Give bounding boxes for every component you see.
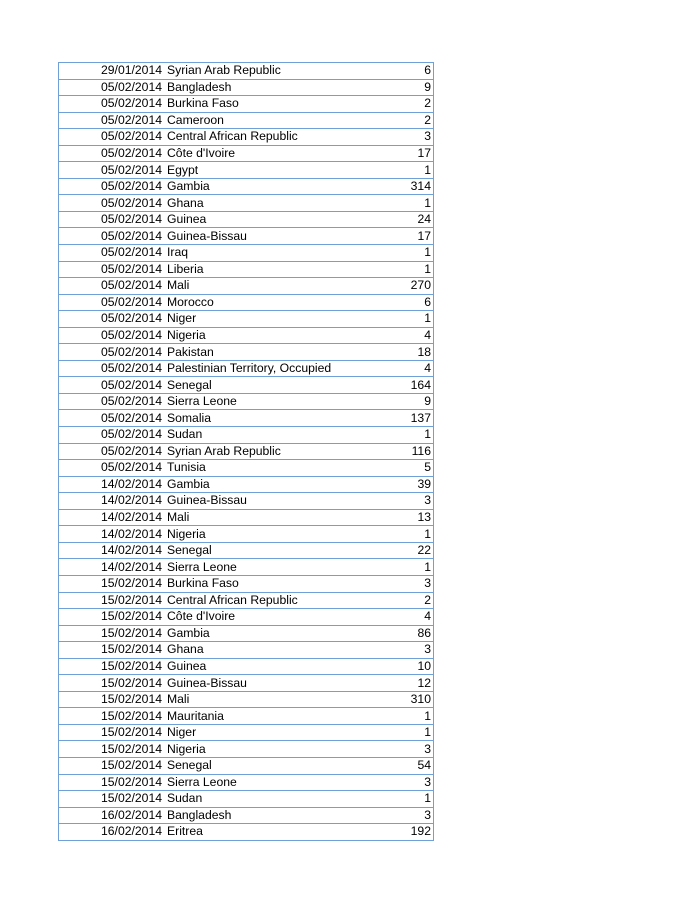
table-row <box>59 112 434 129</box>
date-cell: 05/02/2014 <box>59 344 166 361</box>
count-cell: 17 <box>382 145 434 162</box>
country-cell: Gambia <box>165 476 382 493</box>
table-row <box>59 526 434 543</box>
table-row <box>59 476 434 493</box>
date-cell: 05/02/2014 <box>59 327 166 344</box>
country-cell: Palestinian Territory, Occupied <box>165 360 382 377</box>
count-cell: 3 <box>382 741 434 758</box>
country-cell: Bangladesh <box>165 79 382 96</box>
date-cell: 05/02/2014 <box>59 393 166 410</box>
table-row <box>59 575 434 592</box>
count-cell: 4 <box>382 609 434 626</box>
data-table-body <box>59 63 434 841</box>
country-cell: Mauritania <box>165 708 382 725</box>
country-cell: Central African Republic <box>165 592 382 609</box>
count-cell: 3 <box>382 493 434 510</box>
country-cell: Sierra Leone <box>165 559 382 576</box>
table-row <box>59 741 434 758</box>
country-cell: Sierra Leone <box>165 774 382 791</box>
date-cell: 05/02/2014 <box>59 211 166 228</box>
count-cell: 12 <box>382 675 434 692</box>
count-cell: 270 <box>382 278 434 295</box>
table-row <box>59 493 434 510</box>
table-row <box>59 410 434 427</box>
date-cell: 05/02/2014 <box>59 278 166 295</box>
country-cell: Côte d'Ivoire <box>165 609 382 626</box>
country-cell: Senegal <box>165 542 382 559</box>
count-cell: 116 <box>382 443 434 460</box>
count-cell: 2 <box>382 112 434 129</box>
count-cell: 1 <box>382 526 434 543</box>
count-cell: 18 <box>382 344 434 361</box>
date-cell: 14/02/2014 <box>59 542 166 559</box>
table-row <box>59 360 434 377</box>
country-cell: Niger <box>165 311 382 328</box>
count-cell: 192 <box>382 824 434 841</box>
date-cell: 15/02/2014 <box>59 575 166 592</box>
count-cell: 1 <box>382 559 434 576</box>
table-row <box>59 609 434 626</box>
table-row <box>59 691 434 708</box>
country-cell: Liberia <box>165 261 382 278</box>
date-cell: 14/02/2014 <box>59 526 166 543</box>
table-row <box>59 195 434 212</box>
count-cell: 86 <box>382 625 434 642</box>
count-cell: 1 <box>382 311 434 328</box>
date-cell: 05/02/2014 <box>59 427 166 444</box>
date-cell: 05/02/2014 <box>59 443 166 460</box>
table-row <box>59 327 434 344</box>
table-row <box>59 377 434 394</box>
table-row <box>59 427 434 444</box>
date-cell: 05/02/2014 <box>59 96 166 113</box>
date-cell: 05/02/2014 <box>59 377 166 394</box>
table-row <box>59 162 434 179</box>
date-cell: 05/02/2014 <box>59 294 166 311</box>
date-cell: 15/02/2014 <box>59 724 166 741</box>
count-cell: 1 <box>382 427 434 444</box>
count-cell: 5 <box>382 460 434 477</box>
country-cell: Egypt <box>165 162 382 179</box>
count-cell: 3 <box>382 807 434 824</box>
country-cell: Mali <box>165 509 382 526</box>
count-cell: 2 <box>382 592 434 609</box>
country-cell: Morocco <box>165 294 382 311</box>
country-cell: Nigeria <box>165 741 382 758</box>
count-cell: 1 <box>382 245 434 262</box>
table-row <box>59 807 434 824</box>
table-row <box>59 228 434 245</box>
count-cell: 22 <box>382 542 434 559</box>
date-cell: 15/02/2014 <box>59 708 166 725</box>
country-cell: Guinea <box>165 211 382 228</box>
date-cell: 15/02/2014 <box>59 592 166 609</box>
count-cell: 10 <box>382 658 434 675</box>
date-cell: 05/02/2014 <box>59 79 166 96</box>
table-row <box>59 79 434 96</box>
count-cell: 6 <box>382 294 434 311</box>
table-row <box>59 592 434 609</box>
date-cell: 15/02/2014 <box>59 791 166 808</box>
count-cell: 17 <box>382 228 434 245</box>
date-cell: 05/02/2014 <box>59 261 166 278</box>
country-cell: Ghana <box>165 642 382 659</box>
count-cell: 4 <box>382 327 434 344</box>
table-row <box>59 278 434 295</box>
date-cell: 05/02/2014 <box>59 162 166 179</box>
country-cell: Ghana <box>165 195 382 212</box>
table-row <box>59 145 434 162</box>
count-cell: 13 <box>382 509 434 526</box>
table-row <box>59 625 434 642</box>
count-cell: 1 <box>382 791 434 808</box>
count-cell: 9 <box>382 393 434 410</box>
count-cell: 1 <box>382 261 434 278</box>
count-cell: 2 <box>382 96 434 113</box>
table-row <box>59 129 434 146</box>
country-cell: Burkina Faso <box>165 575 382 592</box>
table-row <box>59 675 434 692</box>
count-cell: 314 <box>382 178 434 195</box>
count-cell: 54 <box>382 757 434 774</box>
count-cell: 3 <box>382 575 434 592</box>
country-cell: Tunisia <box>165 460 382 477</box>
country-cell: Sudan <box>165 427 382 444</box>
country-cell: Burkina Faso <box>165 96 382 113</box>
count-cell: 39 <box>382 476 434 493</box>
date-cell: 05/02/2014 <box>59 245 166 262</box>
date-cell: 16/02/2014 <box>59 807 166 824</box>
table-row <box>59 294 434 311</box>
data-table <box>58 62 434 841</box>
date-cell: 15/02/2014 <box>59 658 166 675</box>
table-row <box>59 245 434 262</box>
table-row <box>59 642 434 659</box>
date-cell: 14/02/2014 <box>59 493 166 510</box>
table-row <box>59 460 434 477</box>
date-cell: 14/02/2014 <box>59 559 166 576</box>
table-row <box>59 311 434 328</box>
country-cell: Cameroon <box>165 112 382 129</box>
table-row <box>59 658 434 675</box>
date-cell: 15/02/2014 <box>59 675 166 692</box>
date-cell: 15/02/2014 <box>59 625 166 642</box>
country-cell: Niger <box>165 724 382 741</box>
date-cell: 15/02/2014 <box>59 757 166 774</box>
date-cell: 05/02/2014 <box>59 311 166 328</box>
date-cell: 05/02/2014 <box>59 195 166 212</box>
count-cell: 1 <box>382 724 434 741</box>
country-cell: Bangladesh <box>165 807 382 824</box>
country-cell: Eritrea <box>165 824 382 841</box>
country-cell: Nigeria <box>165 526 382 543</box>
date-cell: 15/02/2014 <box>59 774 166 791</box>
date-cell: 05/02/2014 <box>59 112 166 129</box>
table-row <box>59 443 434 460</box>
table-row <box>59 791 434 808</box>
country-cell: Côte d'Ivoire <box>165 145 382 162</box>
country-cell: Gambia <box>165 625 382 642</box>
date-cell: 05/02/2014 <box>59 178 166 195</box>
count-cell: 3 <box>382 774 434 791</box>
country-cell: Sierra Leone <box>165 393 382 410</box>
count-cell: 1 <box>382 195 434 212</box>
country-cell: Senegal <box>165 757 382 774</box>
table-row <box>59 542 434 559</box>
table-row <box>59 559 434 576</box>
count-cell: 3 <box>382 642 434 659</box>
table-row <box>59 261 434 278</box>
date-cell: 14/02/2014 <box>59 509 166 526</box>
country-cell: Somalia <box>165 410 382 427</box>
table-row <box>59 509 434 526</box>
table-row <box>59 63 434 80</box>
table-row <box>59 774 434 791</box>
date-cell: 05/02/2014 <box>59 129 166 146</box>
date-cell: 05/02/2014 <box>59 410 166 427</box>
table-row <box>59 724 434 741</box>
table-row <box>59 708 434 725</box>
date-cell: 15/02/2014 <box>59 609 166 626</box>
country-cell: Senegal <box>165 377 382 394</box>
date-cell: 15/02/2014 <box>59 741 166 758</box>
count-cell: 1 <box>382 708 434 725</box>
date-cell: 05/02/2014 <box>59 360 166 377</box>
table-row <box>59 178 434 195</box>
country-cell: Mali <box>165 278 382 295</box>
country-cell: Iraq <box>165 245 382 262</box>
country-cell: Sudan <box>165 791 382 808</box>
count-cell: 1 <box>382 162 434 179</box>
table-row <box>59 96 434 113</box>
count-cell: 3 <box>382 129 434 146</box>
table-row <box>59 393 434 410</box>
table-row <box>59 344 434 361</box>
table-row <box>59 824 434 841</box>
count-cell: 4 <box>382 360 434 377</box>
count-cell: 164 <box>382 377 434 394</box>
country-cell: Nigeria <box>165 327 382 344</box>
country-cell: Syrian Arab Republic <box>165 63 382 80</box>
country-cell: Guinea-Bissau <box>165 228 382 245</box>
date-cell: 15/02/2014 <box>59 691 166 708</box>
date-cell: 15/02/2014 <box>59 642 166 659</box>
country-cell: Guinea <box>165 658 382 675</box>
count-cell: 137 <box>382 410 434 427</box>
date-cell: 16/02/2014 <box>59 824 166 841</box>
count-cell: 6 <box>382 63 434 80</box>
date-cell: 29/01/2014 <box>59 63 166 80</box>
date-cell: 05/02/2014 <box>59 145 166 162</box>
country-cell: Guinea-Bissau <box>165 493 382 510</box>
count-cell: 24 <box>382 211 434 228</box>
count-cell: 9 <box>382 79 434 96</box>
table-row <box>59 211 434 228</box>
date-cell: 14/02/2014 <box>59 476 166 493</box>
country-cell: Pakistan <box>165 344 382 361</box>
count-cell: 310 <box>382 691 434 708</box>
date-cell: 05/02/2014 <box>59 228 166 245</box>
table-row <box>59 757 434 774</box>
country-cell: Guinea-Bissau <box>165 675 382 692</box>
country-cell: Mali <box>165 691 382 708</box>
country-cell: Syrian Arab Republic <box>165 443 382 460</box>
country-cell: Central African Republic <box>165 129 382 146</box>
country-cell: Gambia <box>165 178 382 195</box>
date-cell: 05/02/2014 <box>59 460 166 477</box>
